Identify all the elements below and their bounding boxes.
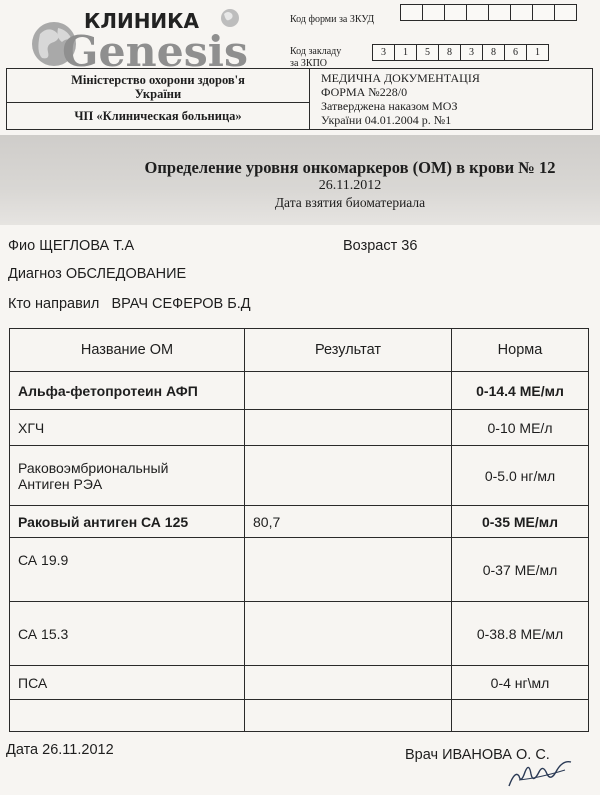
referrer-label: Кто направил [8,296,100,312]
marker-norm: 0-38.8 МЕ/мл [452,602,589,666]
marker-name [10,410,245,446]
marker-name-line1: ПСА [18,674,48,691]
marker-norm: 0-35 МЕ/мл [452,506,589,538]
zkpo-digit: 3 [460,44,483,61]
marker-name [10,666,245,700]
doctor-value: ИВАНОВА О. С. [442,747,550,763]
referrer-value: ВРАЧ СЕФЕРОВ Б.Д [111,296,251,312]
doctor-signature [505,760,585,792]
report-date-label: Дата [6,742,39,758]
table-row [10,538,589,602]
table-row [10,506,589,538]
zkpo-digit: 3 [372,44,395,61]
marker-name [10,700,245,732]
patient-diagnosis [8,266,186,282]
marker-result [245,700,452,732]
col-header-name: Название ОМ [10,329,245,372]
zkpo-digit: 5 [416,44,439,61]
zkud-label: Код форми за ЗКУД [290,14,375,25]
marker-norm: 0-4 нг\мл [452,666,589,700]
table-row [10,700,589,732]
header-right [321,71,480,127]
diagnosis-label: Диагноз [8,266,62,282]
report-date-value: 26.11.2012 [42,742,114,758]
table-row [10,666,589,700]
approved-line1: Затверджена наказом МОЗ [321,99,458,113]
document-title [0,158,600,178]
approved-line2: України 04.01.2004 р. №1 [321,113,452,127]
marker-result [245,602,452,666]
marker-name-line1: Раковоэмбриональный [18,459,169,476]
results-table [9,328,589,732]
zkud-cell [400,4,423,21]
sample-date-text: 26.11.2012 [318,178,382,193]
col-header-norm: Норма [452,329,589,372]
zkud-cell [532,4,555,21]
clinic-logo [18,4,254,70]
marker-result [245,446,452,506]
table-row [10,372,589,410]
marker-result [245,410,452,446]
age-label: Возраст [343,238,398,254]
ministry-line2: України [134,87,182,101]
zkud-cell [554,4,577,21]
sample-date [0,178,600,194]
header-table [6,68,593,130]
marker-norm: 0-37 МЕ/мл [452,538,589,602]
age-value: 36 [401,238,418,254]
patient-age [343,238,417,254]
col-header-result: Результат [245,329,452,372]
zkpo-label-line2: за ЗКПО [290,58,328,69]
header-left [7,69,310,129]
logo-word-klinika: КЛИНИКА [84,9,199,33]
zkpo-digit: 6 [504,44,527,61]
marker-result [245,372,452,410]
form-number: ФОРМА №228/0 [321,85,408,99]
ministry-cell [7,69,309,103]
globe-small-icon [221,9,239,27]
zkud-cell [422,4,445,21]
table-row [10,410,589,446]
zkpo-code-cells [372,44,548,61]
marker-name-line1: СА 19.9 [18,552,69,568]
zkpo-label-line1: Код закладу [290,46,342,57]
table-row [10,446,589,506]
zkud-cell [488,4,511,21]
marker-norm: 0-5.0 нг/мл [452,446,589,506]
marker-name [10,506,245,538]
marker-name [10,602,245,666]
zkpo-digit: 8 [482,44,505,61]
patient-fio [8,238,134,254]
marker-norm: 0-14.4 МЕ/мл [452,372,589,410]
zkud-cell [444,4,467,21]
marker-name [10,446,245,506]
marker-name-line1: Раковый антиген СА 125 [18,513,189,530]
marker-result: 80,7 [245,506,452,538]
zkud-cell [510,4,533,21]
med-doc-label: МЕДИЧНА ДОКУМЕНТАЦІЯ [321,71,480,85]
marker-name-line2: Антиген РЭА [18,475,103,492]
document-title-text: Определение уровня онкомаркеров (ОМ) в крови № 12 [144,158,556,177]
marker-name-line1: ХГЧ [18,419,45,436]
marker-name [10,538,245,602]
ministry-line1: Міністерство охорони здоров'я [71,73,245,87]
org-name: ЧП «Клиническая больница» [74,109,242,123]
logo-word-genesis: Genesis [62,27,249,70]
report-date [6,742,114,758]
marker-name-line1: СА 15.3 [18,625,69,642]
zkud-cell [466,4,489,21]
fio-label: Фио [8,238,36,254]
fio-value: ЩЕГЛОВА Т.А [39,238,135,254]
zkud-code-cells [400,4,576,21]
marker-norm: 0-10 МЕ/л [452,410,589,446]
marker-name-line1: Альфа-фетопротеин АФП [18,382,198,399]
diagnosis-value: ОБСЛЕДОВАНИЕ [65,266,187,282]
sample-date-caption-text: Дата взятия биоматериала [274,195,426,210]
zkpo-digit: 1 [526,44,549,61]
table-header-row [10,329,589,372]
patient-referrer [8,296,251,312]
marker-result [245,666,452,700]
marker-norm [452,700,589,732]
sample-date-caption [0,195,600,211]
zkpo-digit: 1 [394,44,417,61]
zkpo-digit: 8 [438,44,461,61]
marker-result [245,538,452,602]
doctor-label: Врач [405,747,439,763]
marker-name [10,372,245,410]
table-row [10,602,589,666]
